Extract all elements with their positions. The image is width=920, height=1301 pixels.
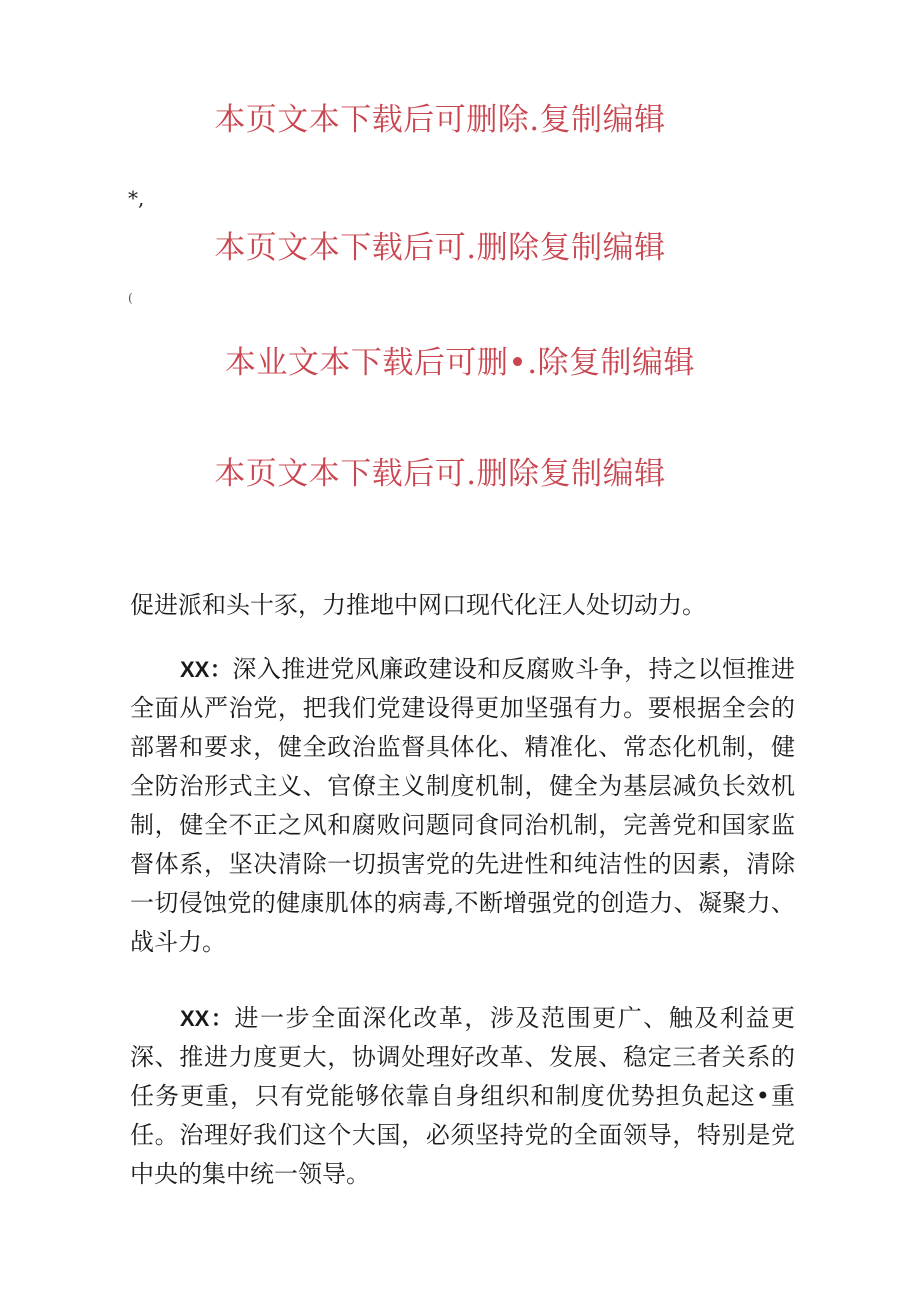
paragraph <box>130 999 795 1194</box>
speaker-label: XX： <box>180 1006 235 1031</box>
watermark-line: 本页文本下载后可.删除复制编辑 <box>214 230 666 266</box>
speaker-label: XX： <box>180 657 233 682</box>
watermark-line: 本业文本下载后可删•.除复制编辑 <box>224 345 696 381</box>
paragraph-text: 深入推进党风廉政建设和反腐败斗争，持之以恒推进全面从严治党，把我们党建设得更加坚强有力。要根据全会的部署和要求，健全政治监督具体化、精准化、常态化机制，健全防治形式主义、官僚主义制度机制，健全为基层减负长效机制，健全不正之风和腐败问题同食同治机制，完善党和国家监督体系，坚决清除一切损害党的先进性和纯洁性的因素，清除一切侵蚀党的健康肌体的病毒,不断增强党的创造力、凝聚力、战斗力。 <box>130 655 795 956</box>
stray-asterisk-mark: *, <box>128 186 145 210</box>
paragraph-text: 进一步全面深化改革，涉及范围更广、触及利益更深、推进力度更大，协调处理好改革、发展、稳定三者关系的任务更重，只有党能够依靠自身组织和制度优势担负起这•重任。治理好我们这个大国，必须坚持党的全面领导，特别是党中央的集中统一领导。 <box>130 1004 795 1188</box>
watermark-line: 本页文本下载后可删除.复制编辑 <box>214 102 666 138</box>
watermark-line: 本页文本下载后可.删除复制编辑 <box>214 456 666 492</box>
intro-line: 促进派和头十豕，力推地中网口现代化汪人处切动力。 <box>130 591 706 619</box>
stray-small-mark: ( <box>128 291 133 305</box>
paragraph <box>130 650 795 962</box>
